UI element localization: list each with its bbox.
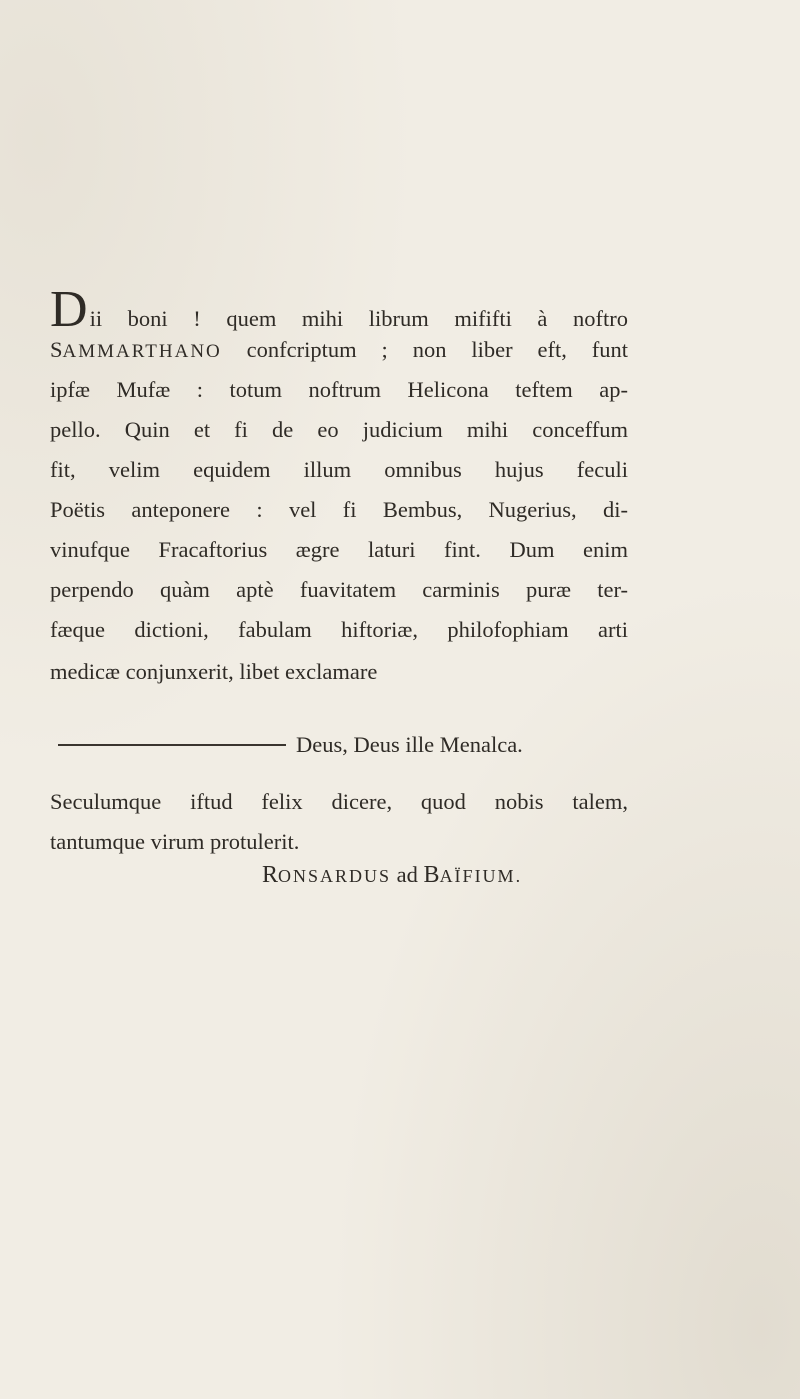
paragraph-line-2 — [50, 330, 628, 370]
signature — [262, 855, 522, 896]
line-2-text: confcriptum ; non liber eft, funt — [221, 337, 628, 362]
paragraph-line-1 — [50, 281, 628, 338]
paragraph-line-8: perpendo quàm aptè fuavitatem carminis puræ ter- — [50, 577, 628, 602]
verse-text: Deus, Deus ille Menalca. — [296, 732, 523, 757]
verse-quote — [50, 725, 523, 765]
paragraph-line-6: Poëtis anteponere : vel fi Bembus, Nugerius, di- — [50, 497, 628, 522]
signature-name-cap: R — [262, 862, 279, 888]
paragraph-line-3: ipfæ Mufæ : totum noftrum Helicona teftem ap- — [50, 377, 628, 402]
line-1-text: ii boni ! quem mihi librum mififti à noftro — [89, 306, 628, 331]
signature-target-rest: AÏFIUM. — [439, 866, 523, 886]
paragraph-line-9: fæque dictioni, fabulam hiftoriæ, philofophiam arti — [50, 617, 628, 642]
signature-name-rest: ONSARDUS — [278, 866, 392, 886]
signature-target-cap: B — [423, 862, 440, 888]
verse-dash-rule — [58, 744, 286, 746]
closing-line-1: Seculumque iftud felix dicere, quod nobis talem, — [50, 789, 628, 814]
paragraph-line-7: vinufque Fracaftorius ægre laturi fint. Dum enim — [50, 537, 628, 562]
signature-middle: ad — [391, 862, 424, 887]
paragraph-line-4: pello. Quin et fi de eo judicium mihi conceffum — [50, 417, 628, 442]
name-sammarthano-rest: AMMARTHANO — [62, 341, 222, 362]
name-sammarthano-cap: S — [50, 337, 63, 362]
paragraph-line-10: medicæ conjunxerit, libet exclamare — [50, 659, 378, 684]
paragraph-line-5: fit, velim equidem illum omnibus hujus feculi — [50, 457, 628, 482]
drop-cap: D — [50, 281, 88, 338]
closing-line-2: tantumque virum protulerit. — [50, 829, 300, 854]
